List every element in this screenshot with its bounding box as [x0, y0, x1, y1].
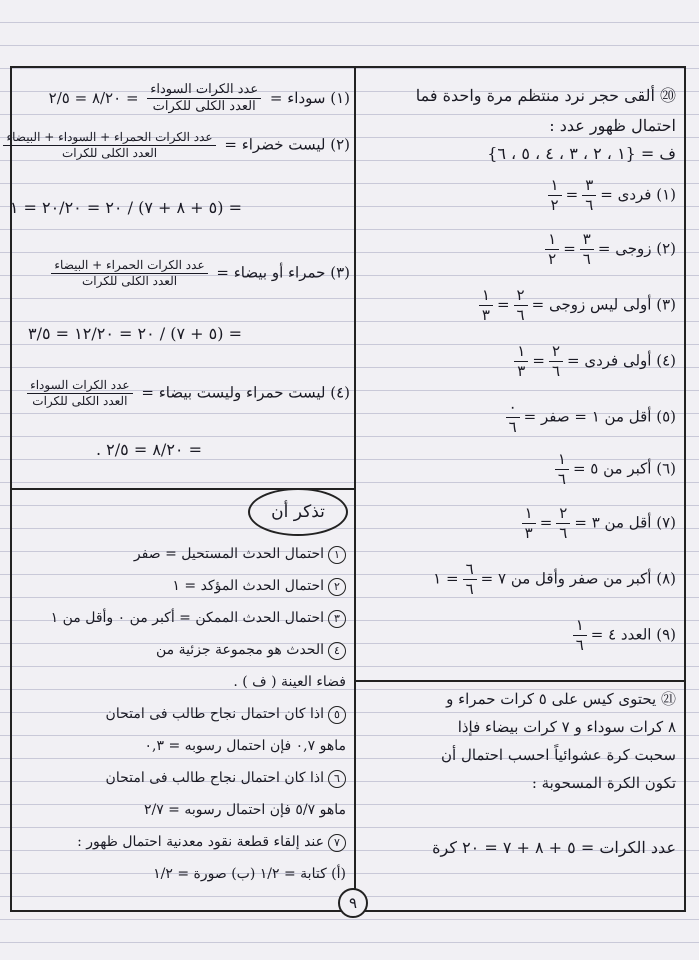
- fraction-den: ٦: [508, 417, 517, 436]
- note-number-badge: ٦: [328, 770, 346, 788]
- p4-row: [23, 378, 350, 409]
- note-number-badge: ١: [328, 546, 346, 564]
- dice-item-fraction: [463, 560, 477, 599]
- fraction-den: ٦: [465, 579, 474, 598]
- p2-label: (٢) ليست خضراء =: [224, 135, 350, 154]
- p1-result: = ٨/٢٠ = ٢/٥: [48, 88, 139, 107]
- fraction-den: ٦: [585, 195, 594, 214]
- dice-item-label: (١) فردى =: [600, 185, 676, 204]
- dice-item-simplified-fraction: [479, 286, 493, 325]
- equals-sign: =: [565, 185, 579, 204]
- remember-note-5: [233, 674, 346, 692]
- q21-total-balls: عدد الكرات = ٥ + ٨ + ٧ = ٢٠ كرة: [432, 838, 676, 857]
- dice-item-simplified-fraction: [545, 230, 559, 269]
- note-text: احتمال الحدث المؤكد = ١: [172, 578, 324, 594]
- dice-item-simplified-fraction: [514, 342, 528, 381]
- p1-fraction-den: العدد الكلى للكرات: [152, 99, 256, 115]
- sample-space: ف = {١ ، ٢ ، ٣ ، ٤ ، ٥ ، ٦}: [487, 144, 676, 163]
- q20-line2: احتمال ظهور عدد :: [549, 116, 676, 135]
- equals-sign: =: [563, 239, 576, 258]
- remember-note-3: [51, 610, 346, 628]
- dice-item-fraction: [514, 286, 528, 325]
- remember-note-7: [145, 738, 347, 756]
- fraction-den: ٦: [516, 305, 525, 324]
- dice-item-label: (٦) أكبر من ٥ =: [572, 459, 676, 478]
- remember-note-10: [77, 834, 346, 852]
- dice-item-label: (٨) أكبر من صفر وأقل من ٧ =: [480, 569, 676, 588]
- p4-fraction-num: عدد الكرات السوداء: [27, 378, 133, 394]
- fraction-num: ١: [573, 616, 587, 636]
- p3-label: (٣) حمراء أو بيضاء =: [216, 263, 350, 282]
- note-text: الحدث هو مجموعة جزئية من: [155, 642, 324, 658]
- fraction-num: ٢: [556, 504, 570, 524]
- dice-item-label: (٤) أولى فردى =: [567, 351, 676, 370]
- note-number-badge: ٥: [328, 706, 346, 724]
- equals-sign: = ١: [433, 569, 459, 588]
- fraction-den: ٦: [557, 469, 566, 488]
- fraction-den: ٣: [517, 361, 526, 380]
- remember-note-4: [156, 642, 346, 660]
- p1-fraction-num: عدد الكرات السوداء: [147, 82, 261, 99]
- note-text: فضاء العينة ( ف ) .: [233, 674, 346, 690]
- p1-label: (١) سوداء =: [269, 88, 350, 107]
- note-text: (أ) كتابة = ١/٢ (ب) صورة = ١/٢: [153, 866, 346, 882]
- dice-item-label: (٥) أقل من ١ = صفر =: [523, 407, 676, 426]
- note-text: ماهو ٥/٧ فإن احتمال رسوبه = ٢/٧: [143, 802, 346, 818]
- fraction-num: ١: [514, 342, 528, 362]
- remember-note-1: [134, 546, 346, 564]
- note-number-badge: ٣: [328, 610, 346, 628]
- q21-line3: سحبت كرة عشوائياً احسب احتمال أن: [441, 746, 676, 764]
- dice-item-fraction: [582, 176, 596, 215]
- fraction-num: ١: [522, 504, 536, 524]
- remember-note-6: [106, 706, 346, 724]
- remember-note-11: [153, 866, 346, 884]
- page-number: ٩: [338, 888, 368, 918]
- dice-item-1: [544, 176, 676, 215]
- p4-fraction-den: العدد الكلى للكرات: [32, 394, 128, 408]
- dice-item-fraction: [555, 450, 569, 489]
- dice-item-9: [569, 616, 676, 655]
- dice-item-label: (٢) زوجى =: [597, 239, 676, 258]
- dice-item-4: [510, 342, 676, 381]
- note-text: احتمال الحدث الممكن = أكبر من ٠ وأقل من ١: [50, 610, 324, 626]
- note-number-badge: ٢: [328, 578, 346, 596]
- p1-row: [49, 82, 350, 116]
- fraction-num: ١: [548, 176, 562, 196]
- fraction-num: ٣: [582, 176, 596, 196]
- fraction-num: ٦: [463, 560, 477, 580]
- p2-fraction: [3, 130, 215, 161]
- p3-fraction-num: عدد الكرات الحمراء + البيضاء: [51, 258, 207, 274]
- note-text: احتمال الحدث المستحيل = صفر: [133, 546, 324, 562]
- fraction-num: ١: [555, 450, 569, 470]
- p3-fraction-den: العدد الكلى للكرات: [81, 274, 178, 288]
- dice-item-2: [541, 230, 676, 269]
- remember-title: تذكر أن: [248, 488, 348, 536]
- dice-item-7: [518, 504, 676, 543]
- column-divider: [354, 68, 356, 910]
- dice-item-8: [433, 560, 676, 599]
- p2-fraction-num: عدد الكرات الحمراء + السوداء + البيضاء: [3, 130, 215, 146]
- right-column: [358, 68, 680, 908]
- dice-item-label: (٩) العدد ٤ =: [590, 625, 676, 644]
- dice-item-5: [502, 398, 676, 437]
- remember-note-2: [172, 578, 346, 596]
- equals-sign: =: [532, 351, 545, 370]
- q21-line1: ㉑ يحتوى كيس على ٥ كرات حمراء و: [446, 690, 676, 708]
- fraction-num: ٠: [506, 398, 520, 418]
- p2-row: [0, 130, 350, 161]
- remember-note-9: [144, 802, 346, 820]
- fraction-den: ٦: [551, 361, 560, 380]
- fraction-num: ٣: [580, 230, 594, 250]
- dice-item-6: [551, 450, 676, 489]
- dice-item-label: (٧) أقل من ٣ =: [574, 513, 676, 532]
- fraction-den: ٦: [582, 249, 591, 268]
- fraction-den: ٣: [481, 305, 490, 324]
- p2-calc: = (٥ + ٨ + ٧) / ٢٠ = ٢٠/٢٠ = ١: [9, 198, 242, 217]
- note-number-badge: ٧: [328, 834, 346, 852]
- p3-row: [47, 258, 350, 289]
- fraction-den: ٢: [548, 249, 557, 268]
- dice-item-fraction: [580, 230, 594, 269]
- q21-line2: ٨ كرات سوداء و ٧ كرات بيضاء فإذا: [457, 718, 676, 736]
- dice-item-fraction: [506, 398, 520, 437]
- fraction-den: ٣: [524, 523, 533, 542]
- q21-line4: تكون الكرة المسحوبة :: [531, 774, 676, 792]
- fraction-den: ٦: [559, 523, 568, 542]
- dice-item-fraction: [573, 616, 587, 655]
- equals-sign: =: [539, 513, 553, 532]
- p3-calc: = (٥ + ٧) / ٢٠ = ١٢/٢٠ = ٣/٥: [28, 324, 242, 343]
- note-text: اذا كان احتمال نجاح طالب فى امتحان: [105, 706, 324, 722]
- remember-note-8: [106, 770, 346, 788]
- dice-item-simplified-fraction: [548, 176, 562, 215]
- fraction-num: ٢: [514, 286, 528, 306]
- p4-fraction: [27, 378, 133, 409]
- p3-fraction: [51, 258, 207, 289]
- dice-item-fraction: [556, 504, 570, 543]
- note-text: ماهو ٠,٧ فإن احتمال رسوبه = ٠,٣: [144, 738, 346, 754]
- note-text: اذا كان احتمال نجاح طالب فى امتحان: [105, 770, 324, 786]
- p1-fraction: [147, 82, 261, 116]
- note-text: عند إلقاء قطعة نقود معدنية احتمال ظهور :: [77, 834, 324, 850]
- worksheet-frame: [6, 66, 686, 912]
- dice-item-label: (٣) أولى ليس زوجى =: [531, 295, 676, 314]
- p4-calc: = ٨/٢٠ = ٢/٥ .: [96, 440, 202, 459]
- p4-label: (٤) ليست حمراء وليست بيضاء =: [141, 383, 350, 402]
- note-number-badge: ٤: [328, 642, 346, 660]
- dice-item-simplified-fraction: [522, 504, 536, 543]
- fraction-num: ٢: [549, 342, 563, 362]
- q20-header: ⑳ ألقى حجر نرد منتظم مرة واحدة فما: [415, 86, 676, 105]
- p2-fraction-den: العدد الكلى للكرات: [61, 146, 158, 160]
- equals-sign: =: [496, 295, 510, 314]
- fraction-num: ١: [479, 286, 493, 306]
- fraction-num: ١: [545, 230, 559, 250]
- fraction-den: ٢: [550, 195, 559, 214]
- fraction-den: ٦: [575, 635, 584, 654]
- dice-item-3: [475, 286, 676, 325]
- dice-item-fraction: [549, 342, 563, 381]
